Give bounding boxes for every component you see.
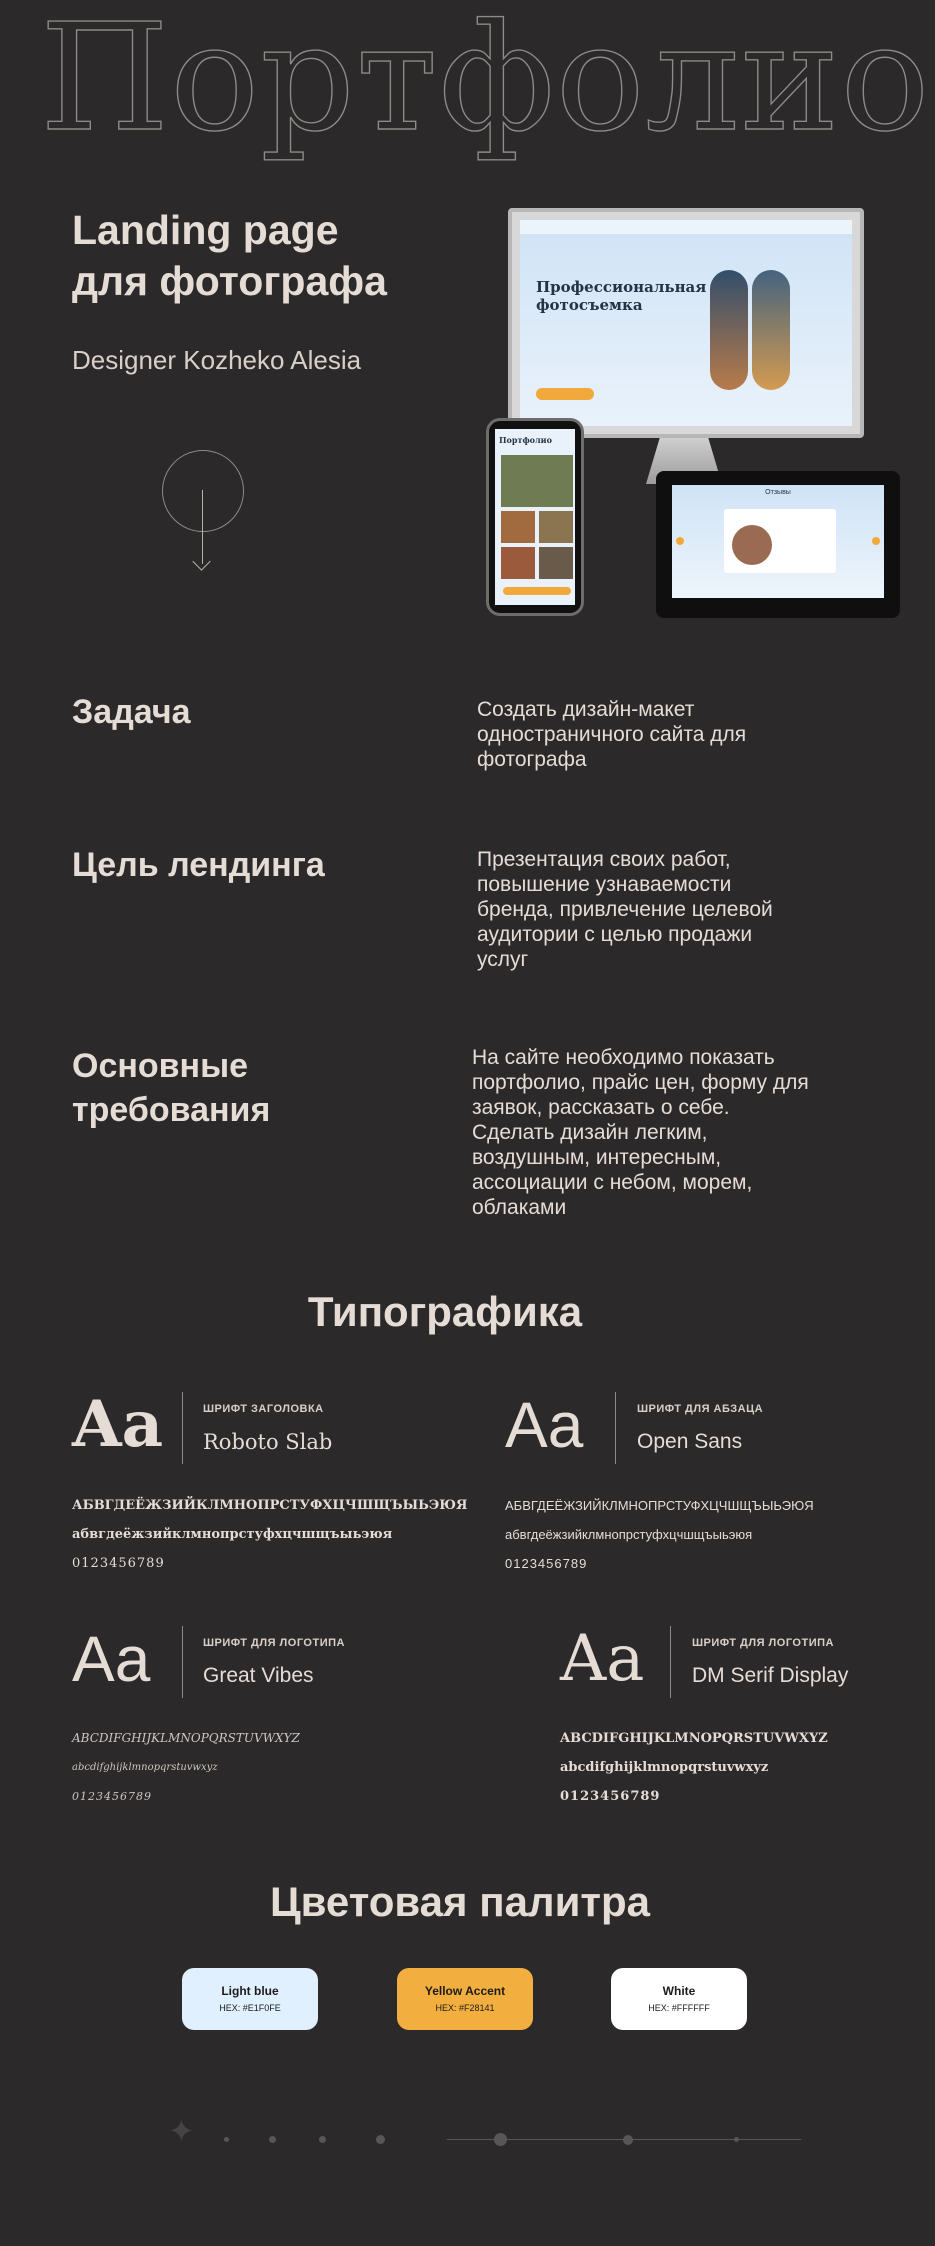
font-name: Roboto Slab [203, 1430, 333, 1454]
review-avatar [732, 525, 772, 565]
goal-text: Презентация своих работ, повышение узнаваемости бренда, привлечение целевой аудитории с целью продажи услуг [477, 848, 773, 971]
font-divider [615, 1392, 616, 1464]
desktop-mockup [508, 208, 864, 438]
phone-photo-2 [501, 511, 535, 543]
phone-mockup [486, 418, 584, 616]
phone-photo-4 [501, 547, 535, 579]
typography-title: Типографика [307, 1288, 583, 1335]
mockup-cta-button [536, 388, 594, 400]
decorative-footer [0, 2100, 935, 2160]
font-sample-upper: ABCDIFGHIJKLMNOPQRSTUVWXYZ [560, 1731, 828, 1746]
phone-photo-3 [539, 511, 573, 543]
palette-title: Цветовая палитра [269, 1878, 651, 1925]
font-sample-digits: 0123456789 [560, 1789, 661, 1804]
font-sample-lower: abcdifghijklmnopqrstuvwxyz [560, 1760, 769, 1775]
font-sample-upper: ABCDIFGHIJKLMNOPQRSTUVWXYZ [72, 1731, 300, 1745]
swatch-light-blue [182, 1968, 318, 2030]
phone-button [503, 587, 571, 595]
swatch-yellow-accent [397, 1968, 533, 2030]
font-label: ШРИФТ ДЛЯ ЛОГОТИПА [692, 1637, 834, 1649]
font-name: Open Sans [637, 1430, 743, 1453]
mockup-photo-left [710, 270, 748, 390]
tablet-heading: Отзывы [765, 489, 791, 496]
font-sample-aa: Aa [72, 1623, 151, 1695]
swatch-hex: HEX: #F28141 [435, 2003, 495, 2013]
font-label: ШРИФТ ДЛЯ АБЗАЦА [637, 1403, 764, 1415]
font-sample-lower: абвгдеёжзийклмнопрстуфхцчшщъыьэюя [505, 1527, 753, 1542]
desktop-screen [520, 220, 852, 426]
font-sample-aa: Aa [505, 1389, 584, 1461]
font-sample-digits: 0123456789 [72, 1790, 152, 1803]
mockup-hero-title [536, 278, 706, 314]
font-sample-digits: 0123456789 [505, 1556, 588, 1571]
task-heading: Задача [72, 693, 191, 731]
decor-dot [224, 2137, 229, 2142]
landing-heading-line1: Landing page [72, 207, 339, 253]
font-label: ШРИФТ ЗАГОЛОВКА [203, 1403, 324, 1415]
tablet-screen [672, 485, 884, 598]
mockup-nav-bar [520, 220, 852, 234]
designer-name: Designer Kozheko Alesia [72, 345, 362, 375]
chevron-left-icon [676, 537, 684, 545]
chevron-right-icon [872, 537, 880, 545]
landing-heading-line2: для фотографа [72, 258, 387, 304]
sparkle-icon: ✦ [168, 2113, 195, 2149]
font-sample-digits: 0123456789 [72, 1556, 165, 1571]
font-sample-aa: Aa [560, 1622, 645, 1696]
review-card [724, 509, 836, 573]
tablet-mockup [656, 471, 900, 618]
decor-dot [376, 2135, 385, 2144]
swatch-white [611, 1968, 747, 2030]
decor-dot [269, 2136, 276, 2143]
decor-dot [623, 2135, 633, 2145]
swatch-name: Yellow Accent [424, 1984, 506, 1998]
hero-title: Портфолио [40, 0, 931, 164]
swatch-name: Light blue [221, 1984, 279, 1998]
font-divider [182, 1392, 183, 1464]
font-sample-upper: АБВГДЕЁЖЗИЙКЛМНОПРСТУФХЦЧШЩЪЫЬЭЮЯ [72, 1498, 468, 1513]
decor-dot [494, 2133, 507, 2146]
goal-heading: Цель лендинга [72, 846, 325, 884]
font-name: Great Vibes [203, 1664, 314, 1687]
mockup-hero-title-line2: фотосъемка [536, 296, 643, 314]
requirements-heading [72, 1044, 270, 1132]
phone-photo-5 [539, 547, 573, 579]
task-text: Создать дизайн-макет одностраничного сайта для фотографа [477, 698, 747, 771]
phone-screen [495, 429, 575, 605]
phone-photo-1 [501, 455, 573, 507]
mockup-hero-title-line1: Профессиональная [536, 278, 707, 296]
font-divider [182, 1626, 183, 1698]
arrow-down-icon [192, 552, 210, 570]
decor-dot [319, 2136, 326, 2143]
font-sample-aa: Aa [72, 1387, 164, 1462]
requirements-heading-line2: требования [72, 1091, 271, 1129]
font-name: DM Serif Display [692, 1664, 849, 1687]
phone-title: Портфолио [499, 435, 552, 445]
font-sample-lower: abcdifghijklmnopqrstuvwxyz [72, 1762, 218, 1773]
requirements-text: На сайте необходимо показать портфолио, прайс цен, форму для заявок, рассказать о себе. Сделать дизайн легким, воздушным, интересным, ассоциации с небом, морем, облаками [472, 1046, 809, 1219]
font-label: ШРИФТ ДЛЯ ЛОГОТИПА [203, 1637, 345, 1649]
swatch-hex: HEX: #E1F0FE [219, 2003, 281, 2013]
font-sample-upper: АБВГДЕЁЖЗИЙКЛМНОПРСТУФХЦЧШЩЪЫЬЭЮЯ [505, 1498, 814, 1513]
font-divider [670, 1626, 671, 1698]
decor-dot [734, 2137, 739, 2142]
swatch-name: White [662, 1984, 696, 1998]
landing-heading [72, 205, 387, 307]
requirements-heading-line1: Основные [72, 1047, 249, 1085]
mockup-photo-right [752, 270, 790, 390]
font-sample-lower: абвгдеёжзийклмнопрстуфхцчшщъыьэюя [72, 1527, 393, 1542]
swatch-hex: HEX: #FFFFFF [648, 2003, 710, 2013]
scroll-circle-icon[interactable] [162, 450, 244, 532]
